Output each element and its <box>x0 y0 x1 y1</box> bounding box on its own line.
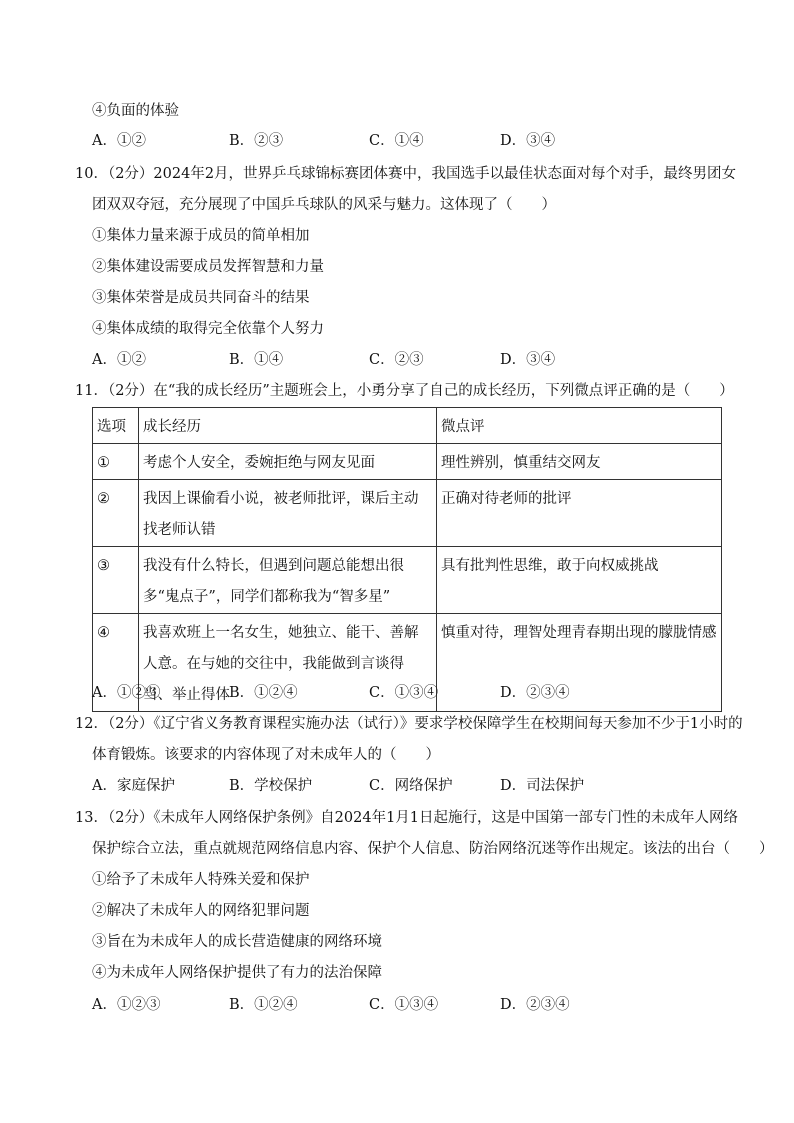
q10-statement-4: ④集体成绩的取得完全依靠个人努力 <box>92 321 324 337</box>
row-comment: 慎重对待，理智处理青春期出现的朦胧情感 <box>437 614 722 712</box>
table-row <box>93 480 722 547</box>
q13-options <box>92 995 652 1015</box>
q13-option-d: D．②③④ <box>500 997 570 1013</box>
row-experience: 我喜欢班上一名女生，她独立、能干、善解人意。在与她的交往中，我能做到言谈得当、举止得体 <box>139 614 437 712</box>
q11-stem: 11．（2分）在“我的成长经历”主题班会上，小勇分享了自己的成长经历，下列微点评正确的是（ ） <box>75 383 734 399</box>
q10-statement-3: ③集体荣誉是成员共同奋斗的结果 <box>92 290 310 306</box>
row-comment: 理性辨别，慎重结交网友 <box>437 444 722 480</box>
q10-option-d: D．③④ <box>500 352 556 368</box>
table-header-row <box>93 408 722 444</box>
q13-option-c: C．①③④ <box>369 997 439 1013</box>
q12-option-b: B．学校保护 <box>229 778 313 794</box>
q11-option-c: C．①③④ <box>369 685 439 701</box>
header-option: 选项 <box>93 408 139 444</box>
q12-option-c: C．网络保护 <box>369 778 453 794</box>
q9-option-c: C．①④ <box>369 133 424 149</box>
q9-option-a: A．①② <box>92 133 146 149</box>
q10-stem-line-2: 团双双夺冠，充分展现了中国乒乓球队的风采与魅力。这体现了（ ） <box>92 197 556 213</box>
q10-options <box>92 350 652 370</box>
q12-option-a: A．家庭保护 <box>92 778 175 794</box>
row-comment: 正确对待老师的批评 <box>437 480 722 547</box>
q9-option-b: B．②③ <box>229 133 284 149</box>
header-experience: 成长经历 <box>139 408 437 444</box>
q9-option-d: D．③④ <box>500 133 556 149</box>
q10-stem-line-1: 10．（2分）2024年2月，世界乒乓球锦标赛团体赛中，我国选手以最佳状态面对每个对手，最终男团女 <box>75 166 737 182</box>
row-experience: 我没有什么特长，但遇到问题总能想出很多“鬼点子”，同学们都称我为“智多星” <box>139 547 437 614</box>
q10-option-a: A．①② <box>92 352 146 368</box>
q13-statement-3: ③旨在为未成年人的成长营造健康的网络环境 <box>92 934 382 950</box>
q10-option-b: B．①④ <box>229 352 284 368</box>
table-row <box>93 547 722 614</box>
row-experience: 我因上课偷看小说，被老师批评，课后主动找老师认错 <box>139 480 437 547</box>
q12-options <box>92 776 652 796</box>
growth-review-table <box>92 407 722 712</box>
row-option: ③ <box>93 547 139 614</box>
q13-statement-2: ②解决了未成年人的网络犯罪问题 <box>92 903 310 919</box>
row-experience: 考虑个人安全，委婉拒绝与网友见面 <box>139 444 437 480</box>
header-comment: 微点评 <box>437 408 722 444</box>
row-option: ④ <box>93 614 139 712</box>
row-comment: 具有批判性思维，敢于向权威挑战 <box>437 547 722 614</box>
table-row <box>93 444 722 480</box>
q13-stem-line-1: 13．（2分）《未成年人网络保护条例》自2024年1月1日起施行，这是中国第一部专门性的未成年人网络 <box>75 810 739 826</box>
q9-statement-4: ④负面的体验 <box>92 103 179 119</box>
q11-option-b: B．①②④ <box>229 685 298 701</box>
q13-option-b: B．①②④ <box>229 997 298 1013</box>
q11-option-d: D．②③④ <box>500 685 570 701</box>
q13-statement-1: ①给予了未成年人特殊关爱和保护 <box>92 872 310 888</box>
q10-statement-1: ①集体力量来源于成员的简单相加 <box>92 228 310 244</box>
row-option: ① <box>93 444 139 480</box>
q13-statement-4: ④为未成年人网络保护提供了有力的法治保障 <box>92 965 382 981</box>
q11-option-a: A．①②③ <box>92 685 161 701</box>
q13-option-a: A．①②③ <box>92 997 161 1013</box>
q12-stem-line-1: 12．（2分）《辽宁省义务教育课程实施办法（试行）》要求学校保障学生在校期间每天参加不少于1小时的 <box>75 716 743 732</box>
row-option: ② <box>93 480 139 547</box>
q11-options <box>92 683 652 703</box>
q12-stem-line-2: 体育锻炼。该要求的内容体现了对未成年人的（ ） <box>92 747 440 763</box>
q12-option-d: D．司法保护 <box>500 778 585 794</box>
q10-statement-2: ②集体建设需要成员发挥智慧和力量 <box>92 259 324 275</box>
q10-option-c: C．②③ <box>369 352 424 368</box>
q13-stem-line-2: 保护综合立法，重点就规范网络信息内容、保护个人信息、防治网络沉迷等作出规定。该法的出台（ ） <box>92 841 774 857</box>
q9-options <box>92 131 652 151</box>
